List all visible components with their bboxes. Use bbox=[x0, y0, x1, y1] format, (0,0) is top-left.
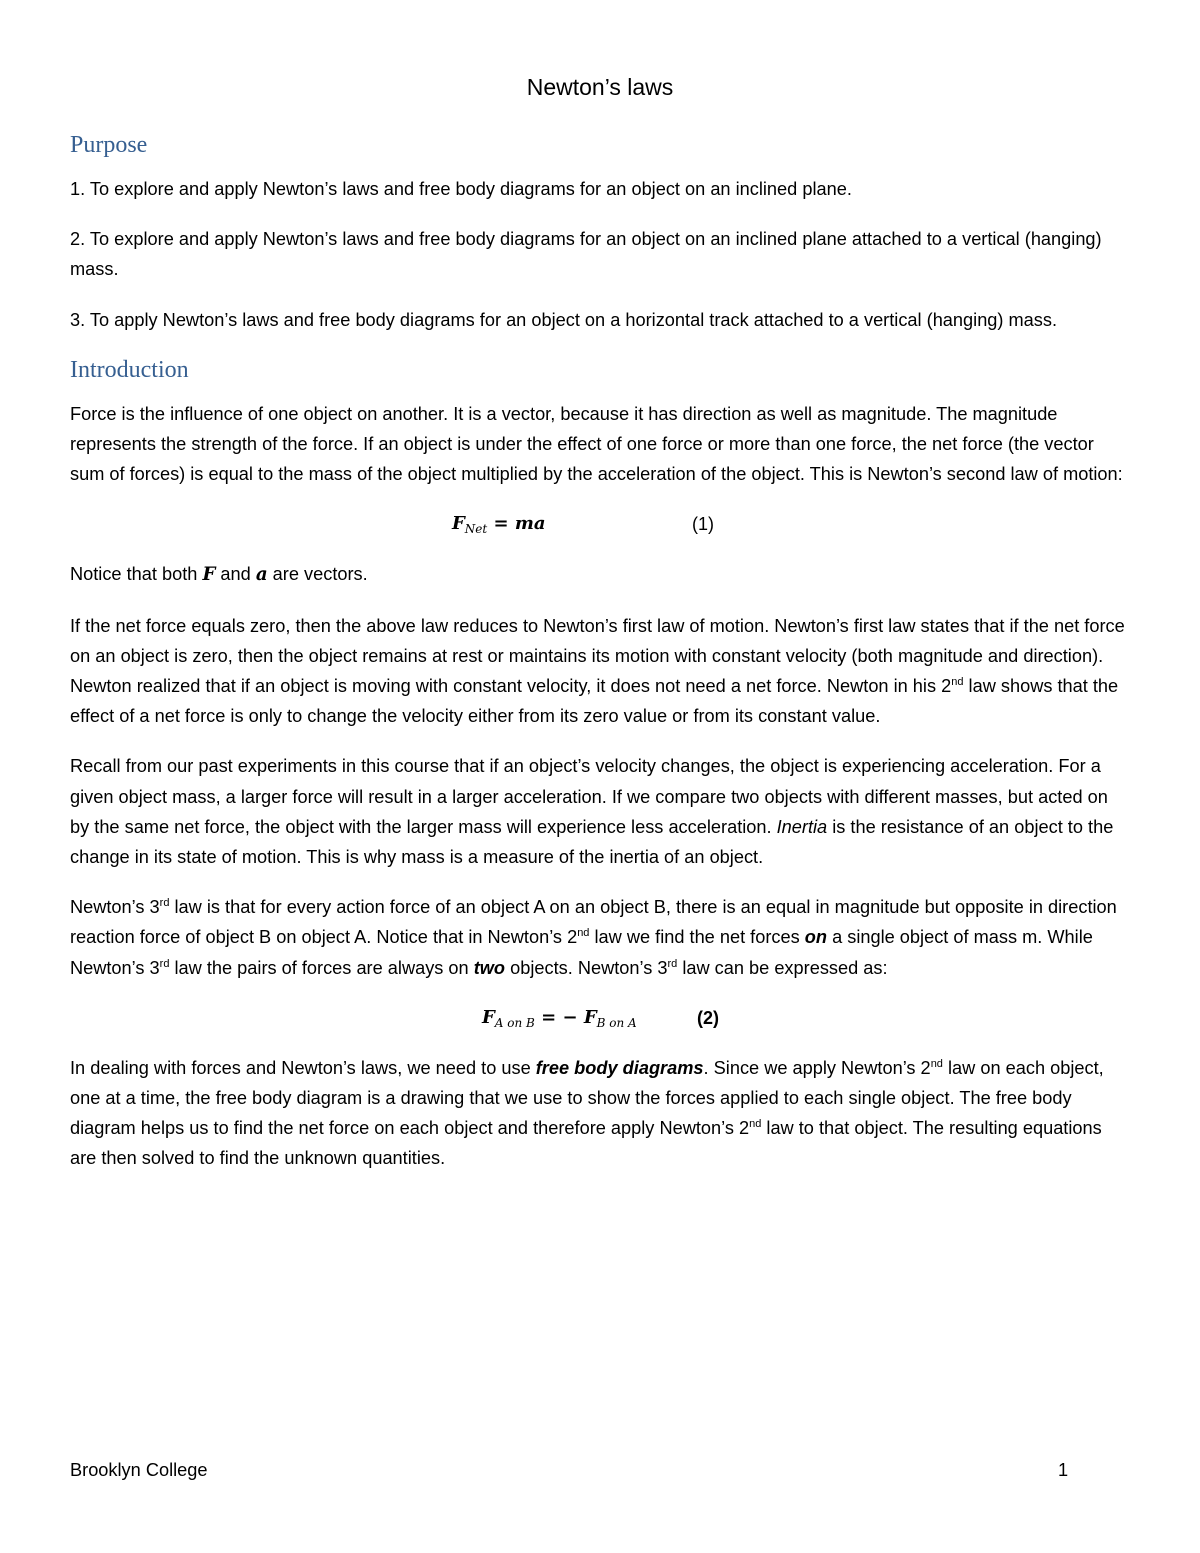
equation-2 bbox=[70, 1003, 1132, 1033]
introduction-heading: Introduction bbox=[70, 356, 189, 383]
inertia-term: Inertia bbox=[776, 816, 828, 837]
intro-paragraph-third-law: Newton’s 3rd law is that for every action force of an object A on an object B, there is an equal in magnitude but opposite in direction reaction force of object B on object A. Notice that in Newton’s 2nd law we find the net forces on a single object of mass m. While Newton’s 3rd law the pairs of forces are always on two objects. Newton’s 3rd law can be expressed as: bbox=[70, 897, 1117, 978]
document-title: Newton’s laws bbox=[526, 74, 674, 100]
intro-notice-vectors: Notice that both F and a are vectors. bbox=[70, 564, 368, 586]
footer-institution: Brooklyn College bbox=[70, 1460, 208, 1480]
purpose-item-1: 1. To explore and apply Newton’s laws and free body diagrams for an object on an inclined plane. bbox=[70, 179, 852, 199]
intro-paragraph-first-law: If the net force equals zero, then the above law reduces to Newton’s first law of motion. Newton’s first law states that if the net force on an object is zero, then the object remains at rest or maintains its motion with constant velocity (both magnitude and direction). Newton realized that if an object is moving with constant velocity, it does not need a net force. Newton in his 2nd law shows that the effect of a net force is only to change the velocity either from its zero value or from its constant value. bbox=[70, 615, 1125, 727]
equation-2-expression: $F_{A on B}$ = − $F_{B on A}$ bbox=[482, 1006, 637, 1030]
intro-paragraph-free-body: In dealing with forces and Newton’s laws, we need to use free body diagrams. Since we apply Newton’s 2nd law on each object, one at a time, the free body diagram is a drawing that we use to show the forces applied to each single object. The free body diagram helps us to find the net force on each object and therefore apply Newton’s 2nd law to that object. The resulting equations are then solved to find the unknown quantities. bbox=[70, 1057, 1104, 1169]
footer-page-number: 1 bbox=[1058, 1460, 1069, 1480]
purpose-item-3: 3. To apply Newton’s laws and free body diagrams for an object on a horizontal track attached to a vertical (hanging) mass. bbox=[70, 309, 1058, 330]
intro-paragraph-force: Force is the influence of one object on another. It is a vector, because it has direction as well as magnitude. The magnitude represents the strength of the force. If an object is under the effect of one force or more than one force, the net force (the vector sum of forces) is equal to the mass of the object multiplied by the acceleration of the object. This is Newton’s second law of motion: bbox=[70, 403, 1123, 485]
document-body bbox=[70, 128, 1132, 1194]
equation-1 bbox=[70, 509, 1132, 539]
equation-1-number: (1) bbox=[692, 514, 714, 535]
purpose-heading: Purpose bbox=[70, 132, 148, 158]
free-body-diagrams-term: free body diagrams bbox=[535, 1057, 704, 1078]
equation-1-expression: $F_{Net}$ = ma bbox=[452, 513, 546, 537]
equation-2-number: (2) bbox=[697, 1007, 719, 1028]
purpose-item-2: 2. To explore and apply Newton’s laws and free body diagrams for an object on an inclined plane attached to a vertical (hanging) mass. bbox=[70, 229, 1102, 280]
intro-paragraph-inertia: Recall from our past experiments in this course that if an object’s velocity changes, the object is experiencing acceleration. For a given object mass, a larger force will result in a larger acceleration. If we compare two objects with different masses, but acted on by the same net force, the object with the larger mass will experience less acceleration. Inertia is the resistance of an object to the change in its state of motion. This is why mass is a measure of the inertia of an object. bbox=[70, 756, 1114, 868]
